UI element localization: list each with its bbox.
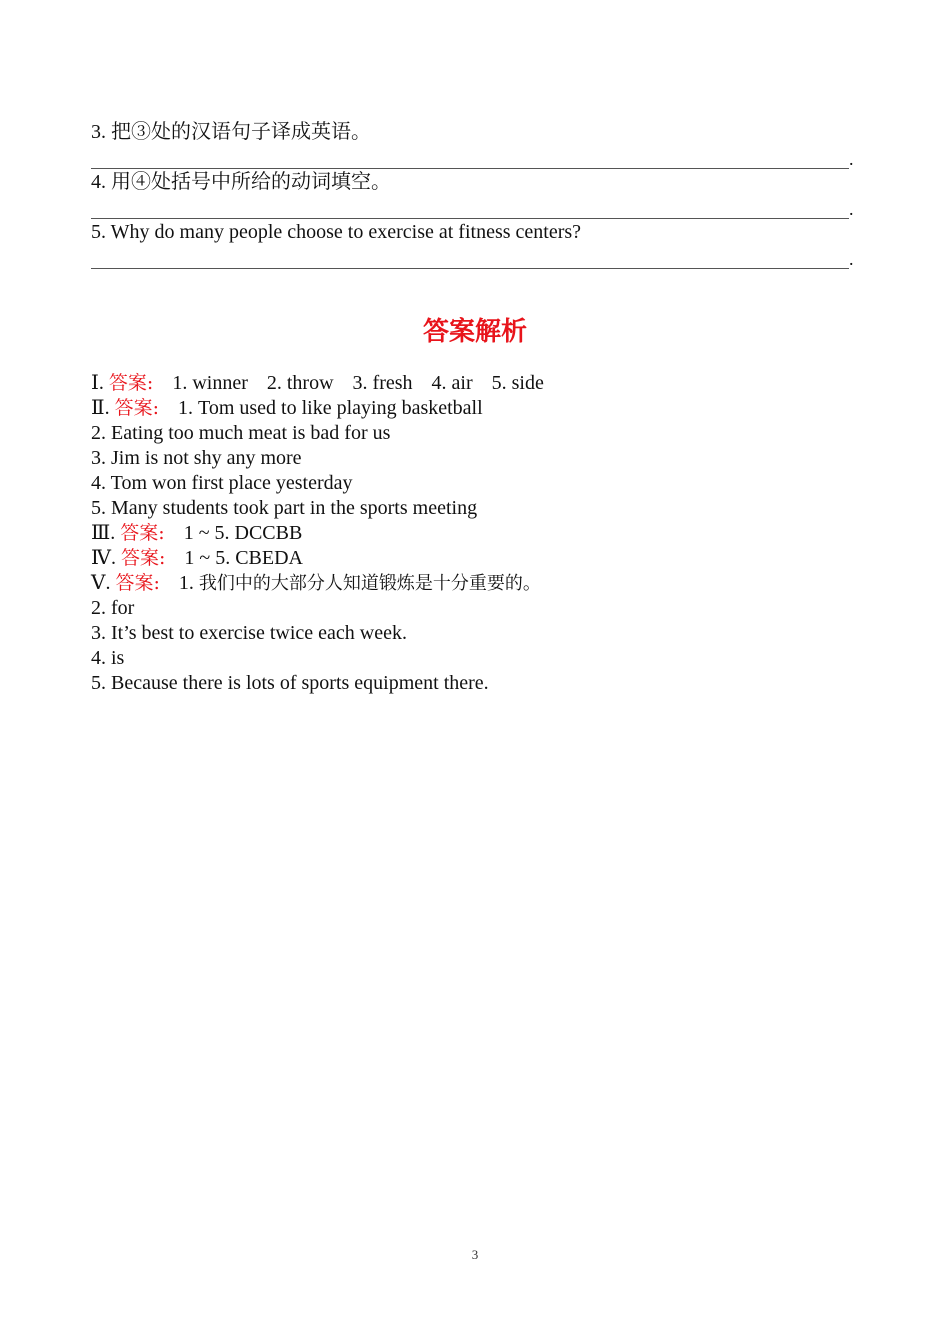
blank-period: . [849,149,854,169]
blank-period: . [849,249,854,269]
blank-period: . [849,199,854,219]
section-1-answers [91,371,871,396]
answer-item: 3. fresh [352,372,413,394]
section-4-answers [91,546,871,571]
answer-tag: 答案: [120,547,166,569]
answer-item: 5. side [491,372,544,394]
section-5-answers [91,571,871,596]
answer-line: 4. Tom won first place yesterday [91,472,353,494]
section-numeral: Ⅳ. [91,547,116,569]
section-3-answers [91,521,871,546]
answer-item: 4. air [431,372,473,394]
question-5: 5. Why do many people choose to exercise at fitness centers? [91,221,582,243]
answer-item: 2. throw [266,372,334,394]
section-numeral: Ⅱ. [91,397,110,419]
question-3: 3. 把③处的汉语句子译成英语。 [91,121,371,143]
answer-line: 3. Jim is not shy any more [91,447,302,469]
answer-item: 1 ~ 5. DCCBB [183,522,303,544]
answer-item: 我们中的大部分人知道锻炼是十分重要的。 [198,573,541,594]
answer-item: 1. winner [172,372,248,394]
page-number: 3 [471,1247,479,1262]
answer-line: 4. is [91,647,125,669]
answer-item: 1. Tom used to like playing basketball [178,397,483,419]
answer-line: 3. It’s best to exercise twice each week. [91,622,407,644]
answer-item: 1 ~ 5. CBEDA [184,547,303,569]
answer-line: 2. Eating too much meat is bad for us [91,422,391,444]
answer-tag: 答案: [114,397,159,419]
question-4: 4. 用④处括号中所给的动词填空。 [91,171,391,193]
question-block [91,119,861,269]
blank-underline [91,268,849,269]
answer-blank-3 [91,145,861,169]
answer-item-number: 1. [178,572,194,594]
blank-underline [91,168,849,169]
section-2-answers [91,396,871,421]
answer-tag: 答案: [115,572,160,594]
answer-blank-5 [91,245,861,269]
answer-line: 5. Many students took part in the sports meeting [91,497,478,519]
blank-underline [91,218,849,219]
answer-line: 5. Because there is lots of sports equipment there. [91,672,489,694]
answer-key-heading: 答案解析 [422,317,527,347]
section-numeral: Ⅴ. [91,572,111,594]
answer-tag: 答案: [108,372,154,394]
answer-line: 2. for [91,597,135,619]
section-numeral: Ⅰ. [91,372,104,394]
section-numeral: Ⅲ. [91,522,116,544]
answer-tag: 答案: [120,522,165,544]
answer-key [91,371,871,696]
answer-blank-4 [91,195,861,219]
